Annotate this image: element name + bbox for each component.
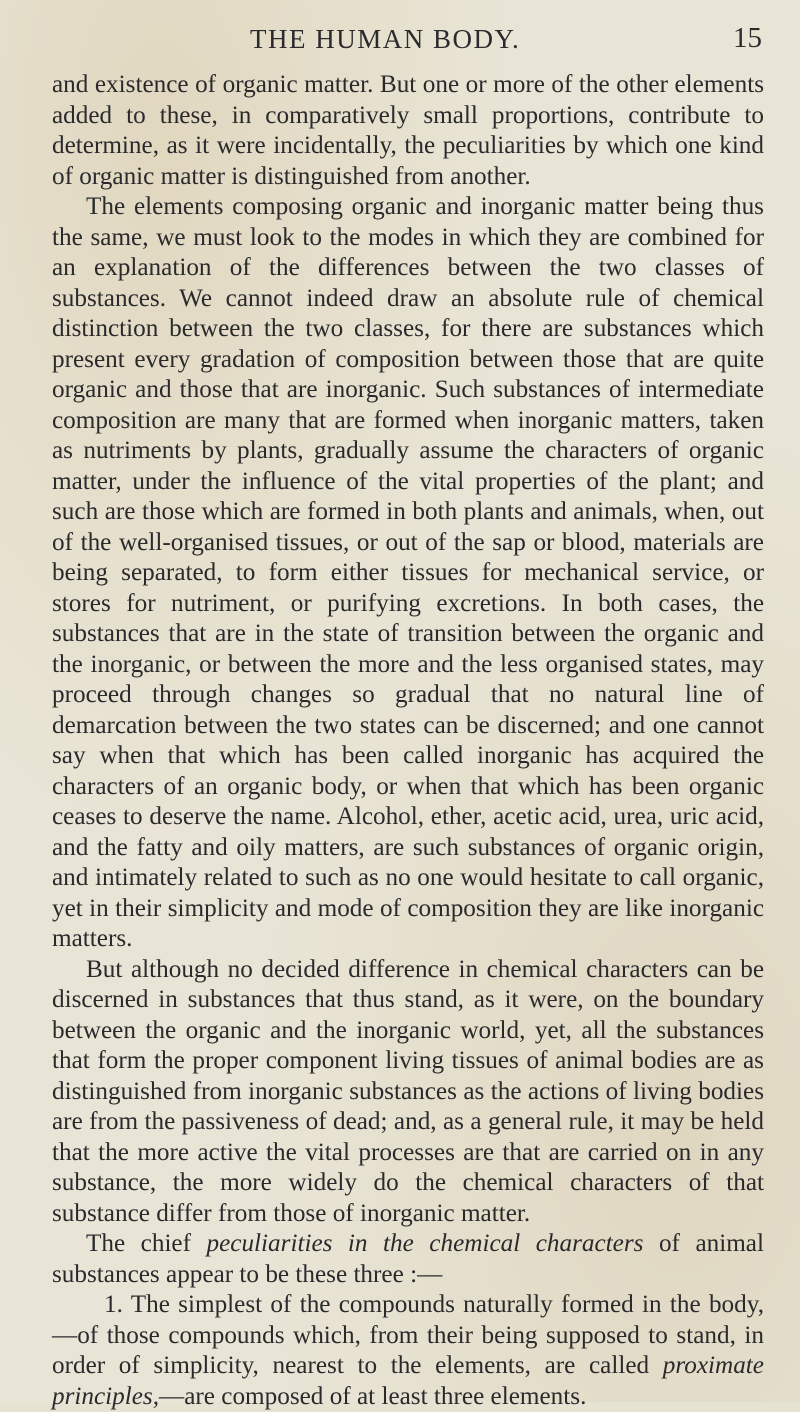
paragraph-continuation: and existence of organic matter. But one or more of the other elements added to these, in comparatively small proportions, contribute to determine, as it were incidentally, the peculiarities by which one kind of organic matter is distinguished from another. (52, 71, 764, 190)
text-run: 1. The simplest of the compounds naturally formed in the body,—of those compounds which, from their being supposed to stand, in order of simplicity, nearest to the elements, are called (52, 1291, 764, 1379)
paragraph-elements-composition: The elements composing organic and inorganic matter being thus the same, we must look to the modes in which they are combined for an explanation of the differences between the two classes of substances. We cannot indeed draw an absolute rule of chemical distinction between the two classes, for there are substances which present every gradation of composition between those that are quite organic and those that are inorganic. Such substances of intermediate composition are many that are formed when inorganic matters, taken as nutriments by plants, gradually assume the characters of organic matter, under the influence of the vital properties of the plant; and such are those which are formed in both plants and animals, when, out of the well-organised tissues, or out of the sap or blood, materials are being separated, to form either tissues for mechanical service, or stores for nutriment, or purifying excretions. In both cases, the substances that are in the state of transition between the organic and the inorganic, or between the more and the less organised states, may proceed through changes so gradual that no natural line of demarcation between the two states can be discerned; and one cannot say when that which has been called inorganic has acquired the characters of an organic body, or when that which has been organic ceases to deserve the name. Alcohol, ether, acetic acid, urea, uric acid, and the fatty and oily matters, are such substances of organic origin, and intimately related to such as no one would hesitate to call organic, yet in their simplicity and mode of composition they are like inorganic matters. (52, 193, 764, 952)
body-text (52, 70, 764, 1412)
paragraph-chemical-distinction: But although no decided difference in chemical characters can be discerned in substances that thus stand, as it were, on the boundary between the organic and the inorganic world, yet, all the substances that form the proper component living tissues of animal bodies are as distinguished from inorganic substances as the actions of living bodies are from the passiveness of dead; and, as a general rule, it may be held that the more active the vital processes are that are carried on in any substance, the more widely do the chemical characters of that substance differ from those of inorganic matter. (52, 955, 764, 1227)
page-header (0, 20, 800, 56)
italic-term: proximate principles, (52, 1352, 764, 1410)
running-head: THE HUMAN BODY. (250, 24, 521, 54)
italic-phrase: peculiarities in the chemical characters (206, 1230, 644, 1257)
text-run: —are composed of at least three elements. (159, 1382, 587, 1410)
page-number: 15 (733, 22, 762, 54)
paragraph-chief-peculiarities (52, 1229, 764, 1290)
numbered-item-1 (52, 1290, 764, 1412)
text-run: The chief (86, 1230, 207, 1257)
text-run: of animal substances appear to be these three :— (52, 1230, 764, 1288)
